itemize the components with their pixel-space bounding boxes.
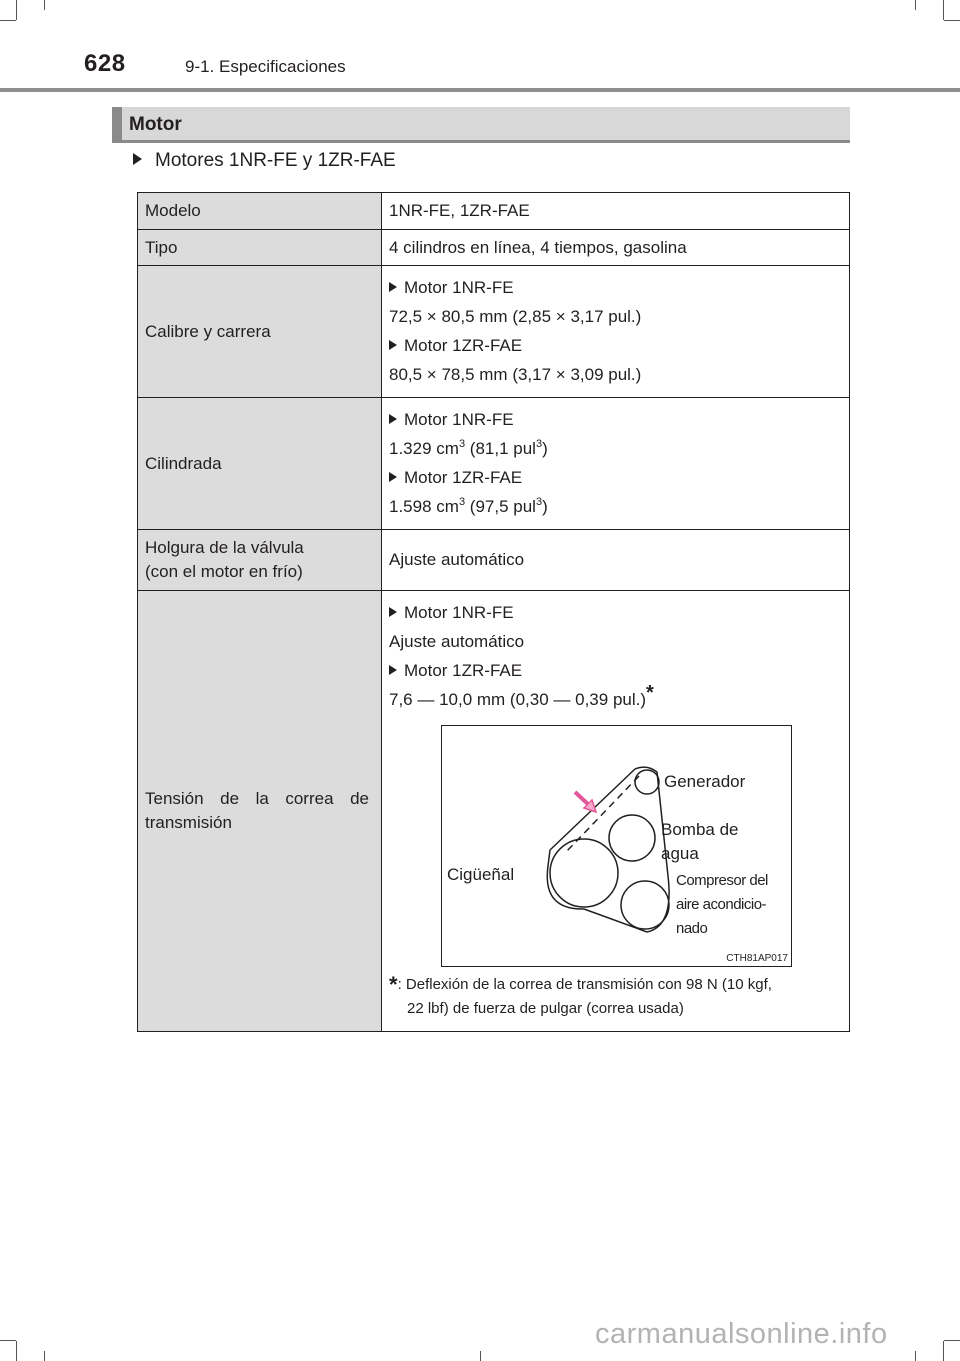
engine-subhead: [389, 465, 842, 491]
triangle-bullet-icon: [389, 607, 397, 617]
label-line: Tensión de la correa de: [145, 789, 369, 808]
subheading: [133, 150, 396, 172]
header-rule: [0, 88, 960, 92]
crop-mark: [943, 1341, 944, 1361]
engine-subhead: [389, 275, 842, 301]
engine-subhead: [389, 407, 842, 433]
table-row: [138, 591, 850, 1032]
spec-value: 1.598 $cm^3$ (97,5 pul$^3$): [389, 496, 548, 516]
spec-value: 7,6 — 10,0 mm (0,30 — 0,39 pul.)*: [389, 682, 654, 709]
crop-mark: [16, 1341, 17, 1361]
label-bomba: Bomba de agua: [661, 820, 739, 863]
engine-label: Motor 1NR-FE: [404, 410, 514, 429]
triangle-bullet-icon: [389, 414, 397, 424]
row-value: [382, 398, 850, 530]
crop-mark: [480, 1351, 481, 1361]
page-number: 628: [84, 50, 126, 77]
table-row: [138, 230, 850, 266]
row-value: Ajuste automático: [382, 530, 850, 591]
section-rule: [112, 140, 850, 143]
water-pump-pulley: [609, 815, 655, 861]
crop-mark: [44, 1351, 45, 1361]
row-label: Calibre y carrera: [138, 266, 382, 398]
label-ciguenal: Cigüeñal: [447, 865, 515, 884]
table-row: [138, 193, 850, 230]
row-value: 4 cilindros en línea, 4 tiempos, gasolina: [382, 230, 850, 266]
engine-label: Motor 1ZR-FAE: [404, 661, 523, 680]
watermark: carmanualsonline.info: [595, 1318, 888, 1350]
chapter-title: 9-1. Especificaciones: [185, 57, 346, 76]
subheading-text: Motores 1NR-FE y 1ZR-FAE: [155, 150, 396, 171]
section-bar: [112, 107, 850, 140]
crop-mark: [944, 1340, 960, 1341]
label-line: (con el motor en frío): [145, 562, 303, 581]
triangle-bullet-icon: [389, 282, 397, 292]
table-row: [138, 530, 850, 591]
label-compresor: Compresor del aire acondicio- nado: [676, 872, 768, 937]
spec-value: Ajuste automático: [389, 632, 525, 651]
section-accent: [112, 107, 122, 140]
belt-diagram: [441, 725, 792, 967]
section-title: Motor: [129, 114, 182, 135]
row-value: [382, 591, 850, 1032]
page-header: [0, 0, 960, 95]
engine-label: Motor 1NR-FE: [404, 278, 514, 297]
engine-subhead: [389, 658, 842, 684]
row-label: Modelo: [138, 193, 382, 230]
row-label: [138, 530, 382, 591]
spec-value: 80,5 × 78,5 mm (3,17 × 3,09 pul.): [389, 365, 642, 384]
triangle-bullet-icon: [389, 340, 397, 350]
engine-subhead: [389, 333, 842, 359]
figure-code: CTH81AP017: [726, 953, 788, 964]
triangle-bullet-icon: [389, 472, 397, 482]
footnote-text: 22 lbf) de fuerza de pulgar (correa usada): [407, 1000, 684, 1017]
row-label: Tipo: [138, 230, 382, 266]
table-row: [138, 398, 850, 530]
row-value: 1NR-FE, 1ZR-FAE: [382, 193, 850, 230]
triangle-bullet-icon: [133, 153, 142, 165]
label-generador: Generador: [664, 772, 746, 791]
deflection-arrow-icon: [575, 792, 596, 812]
crop-mark: [0, 1340, 16, 1341]
spec-value: 1.329 $cm^3$ (81,1 pul$^3$): [389, 438, 548, 458]
row-label: [138, 591, 382, 1032]
generator-pulley: [635, 770, 659, 794]
footnote: [389, 973, 842, 1021]
row-label: Cilindrada: [138, 398, 382, 530]
asterisk-mark: *: [646, 682, 654, 704]
crop-mark: [915, 1351, 916, 1361]
engine-label: Motor 1ZR-FAE: [404, 336, 523, 355]
engine-label: Motor 1ZR-FAE: [404, 468, 523, 487]
label-line: transmisión: [145, 813, 232, 832]
triangle-bullet-icon: [389, 665, 397, 675]
asterisk-mark: *: [389, 972, 398, 997]
engine-subhead: [389, 600, 842, 626]
engine-label: Motor 1NR-FE: [404, 603, 514, 622]
spec-value: 72,5 × 80,5 mm (2,85 × 3,17 pul.): [389, 307, 642, 326]
footnote-text: : Deflexión de la correa de transmisión con 98 N (10 kgf,: [397, 976, 772, 993]
row-value: [382, 266, 850, 398]
table-row: [138, 266, 850, 398]
spec-table: [137, 192, 850, 1032]
label-line: Holgura de la válvula: [145, 538, 304, 557]
crankshaft-pulley: [550, 839, 618, 907]
